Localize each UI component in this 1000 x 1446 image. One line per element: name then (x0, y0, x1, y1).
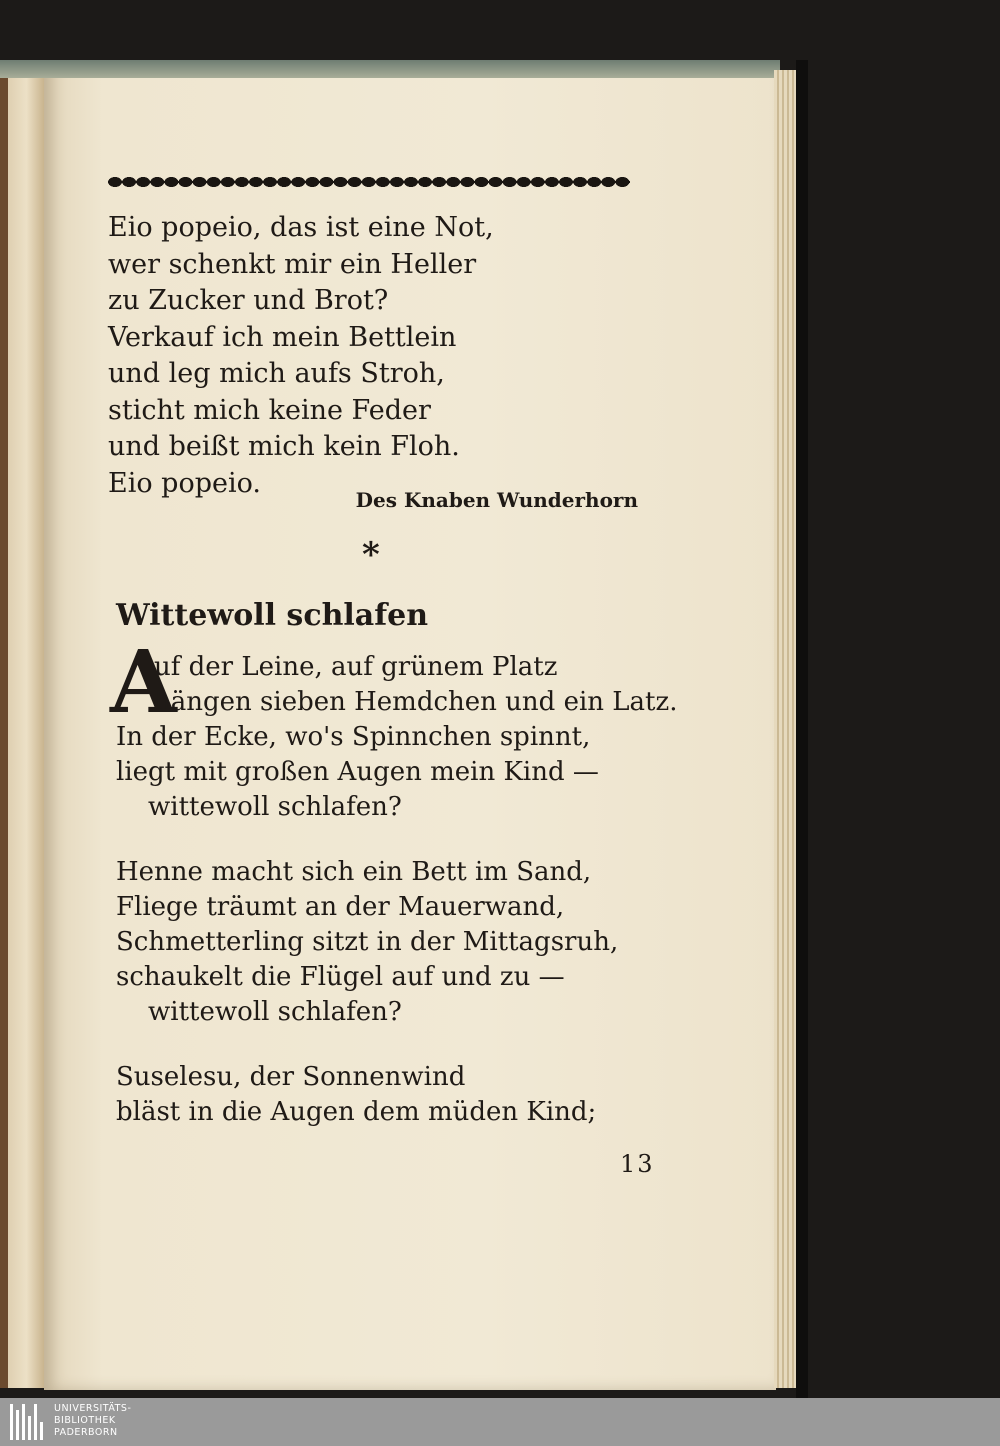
poem-refrain: wittewoll schlafen? (148, 997, 402, 1027)
ornament-rule (108, 174, 630, 190)
library-logo-icon (10, 1404, 46, 1440)
poem-line: Fliege träumt an der Mauerwand, (116, 892, 565, 922)
poem-wittewoll-schlafen (116, 650, 677, 1130)
poem-line: Eio popeio. (108, 467, 261, 499)
footer-bar (0, 1398, 1000, 1446)
poem-line: Schmetterling sitzt in der Mittagsruh, (116, 927, 619, 957)
poem-line: und beißt mich kein Floh. (108, 431, 460, 462)
poem-refrain: wittewoll schlafen? (148, 792, 402, 822)
poem-line: bläst in die Augen dem müden Kind; (116, 1097, 597, 1127)
poem-line: schaukelt die Flügel auf und zu — (116, 962, 565, 992)
poem-line: Suselesu, der Sonnenwind (116, 1062, 466, 1092)
poem-line: Henne macht sich ein Bett im Sand, (116, 857, 592, 887)
drop-cap: A (110, 632, 177, 733)
page-shadow (796, 60, 808, 1400)
poem-title: Wittewoll schlafen (116, 598, 429, 633)
poem-line: wer schenkt mir ein Heller (108, 248, 477, 280)
poem-line: und leg mich aufs Stroh, (108, 358, 445, 389)
library-name-line: PADERBORN (54, 1427, 118, 1438)
page-stack (774, 70, 796, 1388)
poem-line: uf der Leine, auf grünem Platz (154, 652, 558, 682)
poem-line: In der Ecke, wo's Spinnchen spinnt, (116, 722, 591, 752)
book-cover-edge (0, 68, 8, 1388)
attribution: Des Knaben Wunderhorn (355, 488, 638, 512)
page-number: 13 (620, 1150, 655, 1178)
poem-eio-popeio (108, 210, 494, 502)
library-name-line: BIBLIOTHEK (54, 1415, 116, 1426)
poem-line: sticht mich keine Feder (108, 394, 431, 426)
poem-line: zu Zucker und Brot? (108, 285, 389, 316)
library-name-line: UNIVERSITÄTS- (54, 1403, 132, 1414)
poem-line: Eio popeio, das ist eine Not, (108, 212, 494, 243)
poem-line: hängen sieben Hemdchen und ein Latz. (154, 687, 678, 717)
section-separator: * (362, 535, 380, 575)
top-binding (0, 60, 780, 78)
poem-line: Verkauf ich mein Bettlein (108, 321, 457, 353)
poem-line: liegt mit großen Augen mein Kind — (116, 757, 599, 787)
library-name (54, 1403, 131, 1439)
